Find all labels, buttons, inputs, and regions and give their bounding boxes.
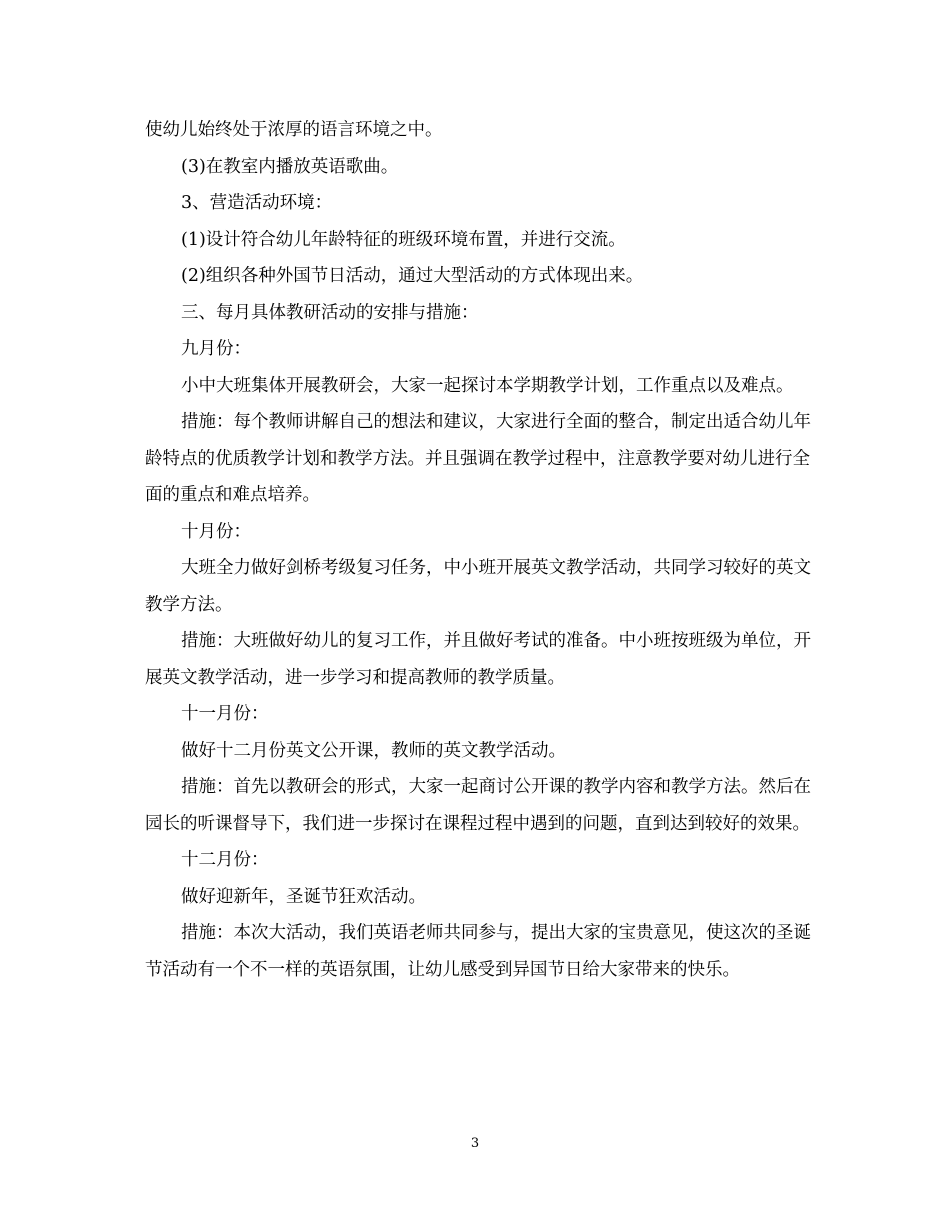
- section-heading: 3、营造活动环境：: [181, 193, 333, 213]
- month-heading: 十二月份：: [181, 850, 269, 870]
- page-number: 3: [470, 1136, 480, 1151]
- paragraph: 措施：大班做好幼儿的复习工作，并且做好考试的准备。中小班按班级为单位，开展英文教学活动，进一步学习和提高教师的教学质量。: [145, 631, 811, 688]
- paragraph: 大班全力做好剑桥考级复习任务，中小班开展英文教学活动，共同学习较好的英文教学方法。: [145, 558, 811, 615]
- paragraph: 小中大班集体开展教研会，大家一起探讨本学期教学计划，工作重点以及难点。: [181, 375, 794, 396]
- section-heading: 三、每月具体教研活动的安排与措施：: [181, 302, 479, 323]
- paragraph: 措施：每个教师讲解自己的想法和建议，大家进行全面的整合，制定出适合幼儿年龄特点的优质教学计划和教学方法。并且强调在教学过程中，注意教学要对幼儿进行全面的重点和难点培养。: [145, 412, 811, 505]
- month-heading: 十月份：: [181, 521, 251, 542]
- paragraph: (3)在教室内播放英语歌曲。: [181, 156, 399, 177]
- month-heading: 十一月份：: [181, 704, 269, 724]
- paragraph: 使幼儿始终处于浓厚的语言环境之中。: [145, 120, 443, 140]
- paragraph: 措施：本次大活动，我们英语老师共同参与，提出大家的宝贵意见，使这次的圣诞节活动有一个不一样的英语氛围，让幼儿感受到异国节日给大家带来的快乐。: [145, 923, 811, 980]
- paragraph: 做好迎新年，圣诞节狂欢活动。: [181, 886, 426, 907]
- paragraph: (2)组织各种外国节日活动，通过大型活动的方式体现出来。: [181, 266, 644, 286]
- month-heading: 九月份：: [181, 339, 251, 359]
- document-body: [145, 112, 815, 988]
- paragraph: (1)设计符合幼儿年龄特征的班级环境布置，并进行交流。: [181, 229, 626, 250]
- paragraph: 措施：首先以教研会的形式，大家一起商讨公开课的教学内容和教学方法。然后在园长的听课督导下，我们进一步探讨在课程过程中遇到的问题，直到达到较好的效果。: [145, 777, 811, 834]
- paragraph: 做好十二月份英文公开课，教师的英文教学活动。: [181, 740, 566, 761]
